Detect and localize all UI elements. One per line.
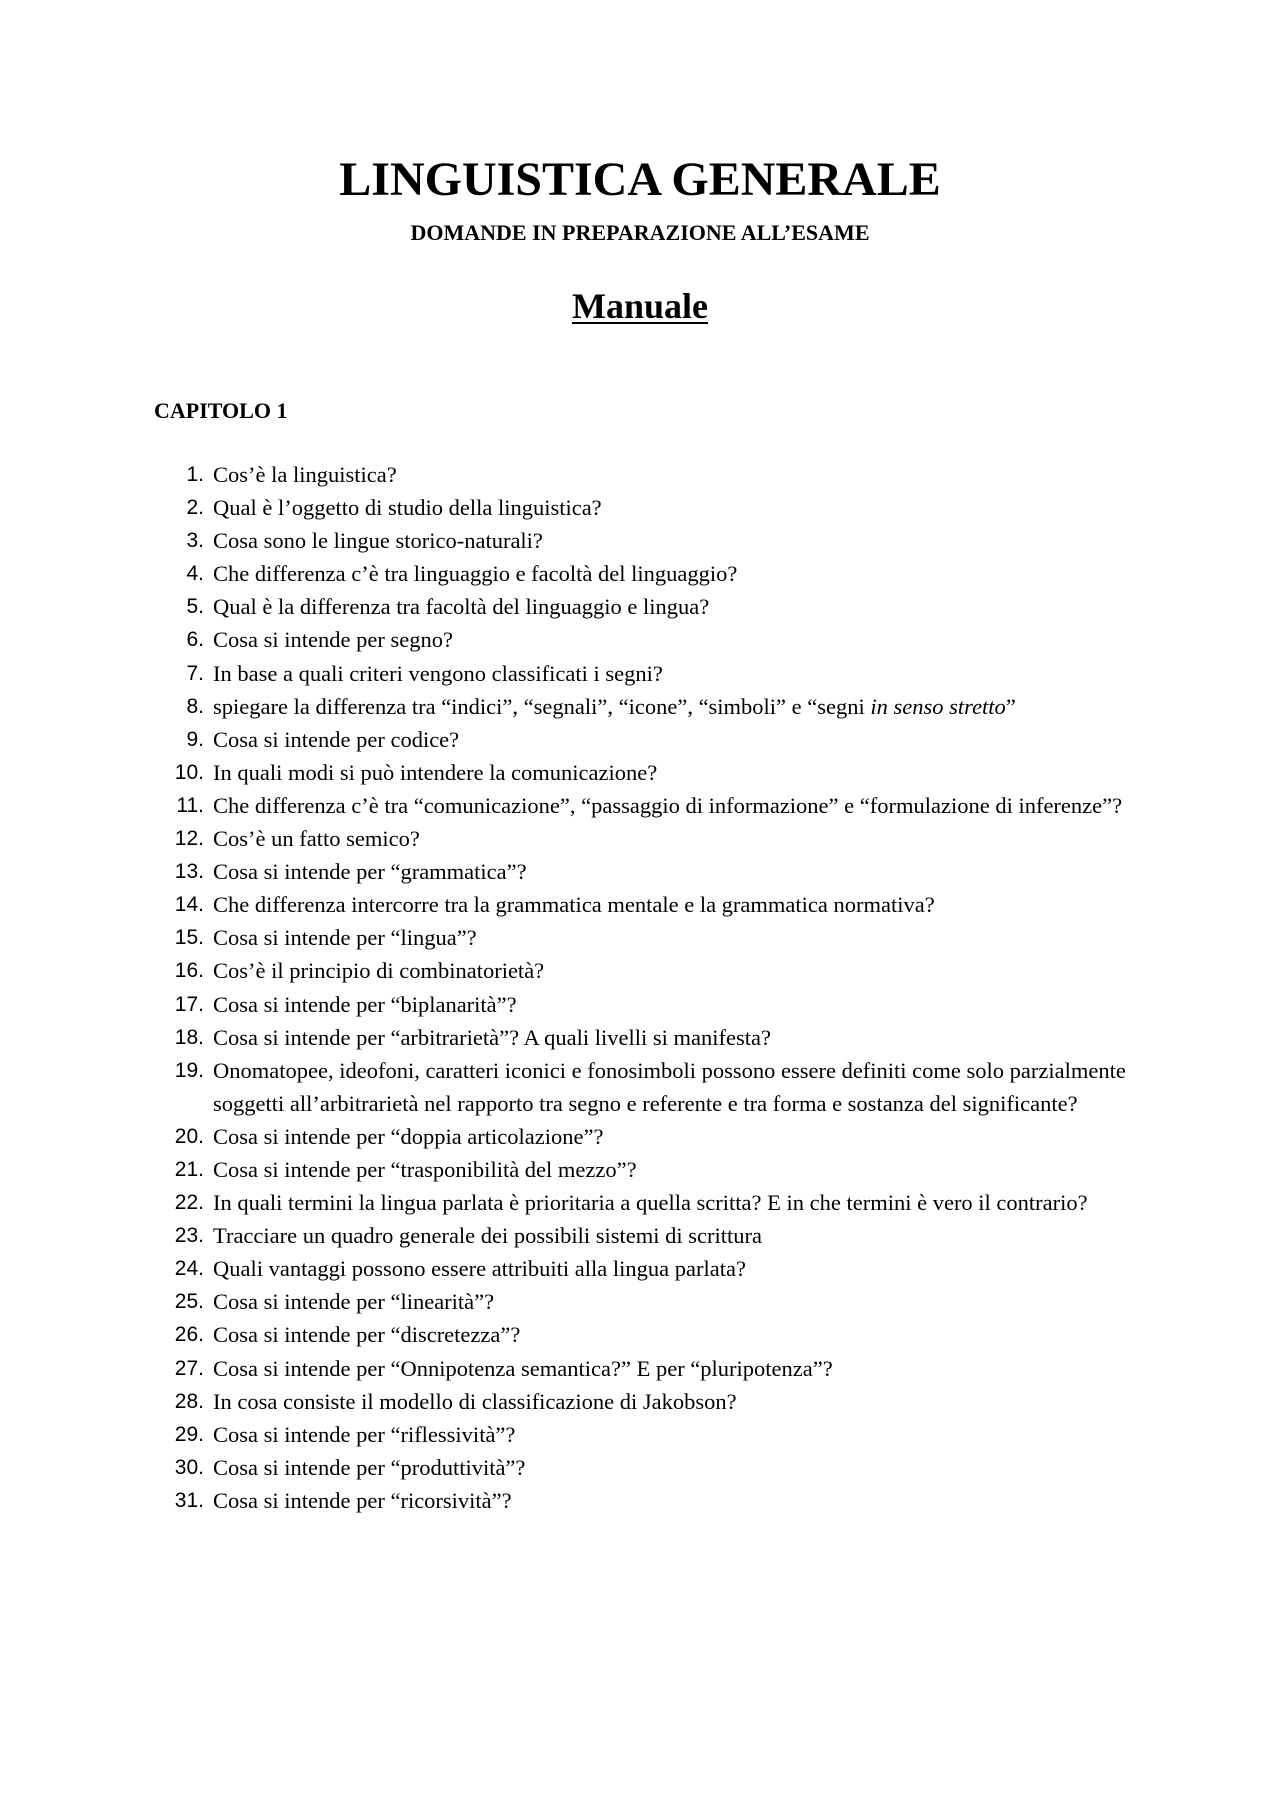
question-item [160,590,1140,623]
question-item [160,1153,1140,1186]
question-number: 6. [186,628,204,652]
question-text: In quali modi si può intendere la comunicazione? [213,759,658,785]
question-item [160,954,1140,987]
question-text: Cos’è la linguistica? [213,462,397,487]
question-text: Onomatopee, ideofoni, caratteri iconici e fonosimboli possono essere definiti come solo parzialmente soggetti all’arbitrarietà nel rapporto tra segno e referente e tra forma e sostanza del significante? [213,1057,1126,1116]
question-number: 13. [174,860,204,884]
question-item [160,888,1140,921]
question-number: 19. [174,1058,204,1082]
question-text: Cosa si intende per codice? [213,726,460,752]
question-text: Cosa si intende per “ricorsività”? [213,1487,512,1513]
question-item [160,855,1140,888]
question-item [160,756,1140,789]
question-text: Cosa si intende per “produttività”? [213,1454,526,1480]
question-item [160,1352,1140,1385]
question-number: 5. [186,595,204,619]
question-item [160,690,1140,723]
question-number: 11. [176,793,204,817]
question-item [160,723,1140,756]
question-number: 28. [174,1389,204,1413]
question-text: Che differenza intercorre tra la grammatica mentale e la grammatica normativa? [213,892,935,918]
question-item [160,822,1140,855]
question-text: Cosa si intende per “doppia articolazione”? [213,1123,604,1149]
question-item [160,1120,1140,1153]
question-number: 10. [174,760,204,784]
question-text: Che differenza c’è tra linguaggio e facoltà del linguaggio? [213,561,738,587]
question-item [160,1252,1140,1285]
question-number: 16. [174,959,204,983]
question-number: 9. [186,727,204,751]
question-item [160,921,1140,954]
question-number: 18. [174,1025,204,1049]
document-title: LINGUISTICA GENERALE [339,153,941,206]
question-item [160,1219,1140,1252]
chapter-heading: CAPITOLO 1 [154,398,288,423]
question-item [160,988,1140,1021]
question-number: 14. [174,893,204,917]
question-number: 1. [186,463,204,486]
question-number: 25. [174,1290,204,1314]
question-item [160,789,1140,822]
question-text: Qual è l’oggetto di studio della linguistica? [213,495,602,521]
question-item [160,1054,1140,1120]
question-number: 24. [174,1257,204,1281]
question-number: 4. [186,562,204,586]
question-text: Cosa sono le lingue storico-naturali? [213,528,543,554]
question-text: Qual è la differenza tra facoltà del linguaggio e lingua? [213,594,710,620]
question-item [160,1418,1140,1451]
question-text: Tracciare un quadro generale dei possibili sistemi di scrittura [213,1223,763,1249]
question-text-part: spiegare la differenza tra “indici”, “segnali”, “icone”, “simboli” e “segni [213,693,871,719]
question-text: Cosa si intende per “arbitrarietà”? A quali livelli si manifesta? [213,1024,771,1050]
question-text: Quali vantaggi possono essere attribuiti alla lingua parlata? [213,1256,746,1282]
question-text: Cosa si intende per “linearità”? [213,1289,495,1315]
question-text: Cosa si intende per “discretezza”? [213,1322,521,1348]
question-text: Cosa si intende per “riflessività”? [213,1421,516,1447]
question-number: 27. [174,1356,204,1380]
question-text: Cos’è un fatto semico? [213,826,420,852]
question-number: 26. [174,1323,204,1347]
section-title: Manuale [571,286,708,326]
question-item [160,1186,1140,1219]
question-item [160,1484,1140,1517]
question-item [160,1451,1140,1484]
question-number: 12. [174,827,204,851]
question-item [160,657,1140,690]
question-number: 8. [186,694,204,718]
question-text: Cosa si intende per “Onnipotenza semantica?” E per “pluripotenza”? [213,1355,833,1381]
document-subtitle: DOMANDE IN PREPARAZIONE ALL’ESAME [410,220,870,245]
question-text: Cosa si intende per “lingua”? [213,925,477,951]
question-number: 31. [174,1488,204,1512]
question-number: 2. [186,496,204,520]
question-list [160,458,1140,1517]
question-text [213,690,1140,723]
question-text-part: ” [1005,693,1016,719]
question-text: Cosa si intende per “grammatica”? [213,859,527,885]
question-text: In cosa consiste il modello di classificazione di Jakobson? [213,1388,737,1414]
question-item [160,491,1140,524]
question-text: In quali termini la lingua parlata è prioritaria a quella scritta? E in che termini è vero il contrario? [213,1190,1088,1216]
question-text: In base a quali criteri vengono classificati i segni? [213,660,663,686]
question-item [160,1318,1140,1351]
question-item [160,1385,1140,1418]
question-number: 23. [174,1224,204,1248]
question-item [160,1021,1140,1054]
question-item [160,1285,1140,1318]
question-item [160,557,1140,590]
question-number: 22. [174,1191,204,1215]
question-text-italic: in senso stretto [870,693,1006,719]
question-text: Cosa si intende per “biplanarità”? [213,991,517,1017]
question-number: 15. [174,926,204,950]
question-text: Che differenza c’è tra “comunicazione”, “passaggio di informazione” e “formulazione di inferenze”? [213,792,1123,818]
question-number: 17. [174,992,204,1016]
question-number: 21. [174,1157,204,1181]
question-item [160,458,1140,491]
question-number: 20. [174,1124,204,1148]
question-item [160,524,1140,557]
question-number: 29. [174,1422,204,1446]
question-text: Cos’è il principio di combinatorietà? [213,958,545,984]
question-text: Cosa si intende per segno? [213,627,453,653]
question-number: 3. [186,529,204,553]
question-number: 7. [186,661,204,685]
question-item [160,623,1140,656]
question-number: 30. [174,1455,204,1479]
question-text: Cosa si intende per “trasponibilità del mezzo”? [213,1156,637,1182]
